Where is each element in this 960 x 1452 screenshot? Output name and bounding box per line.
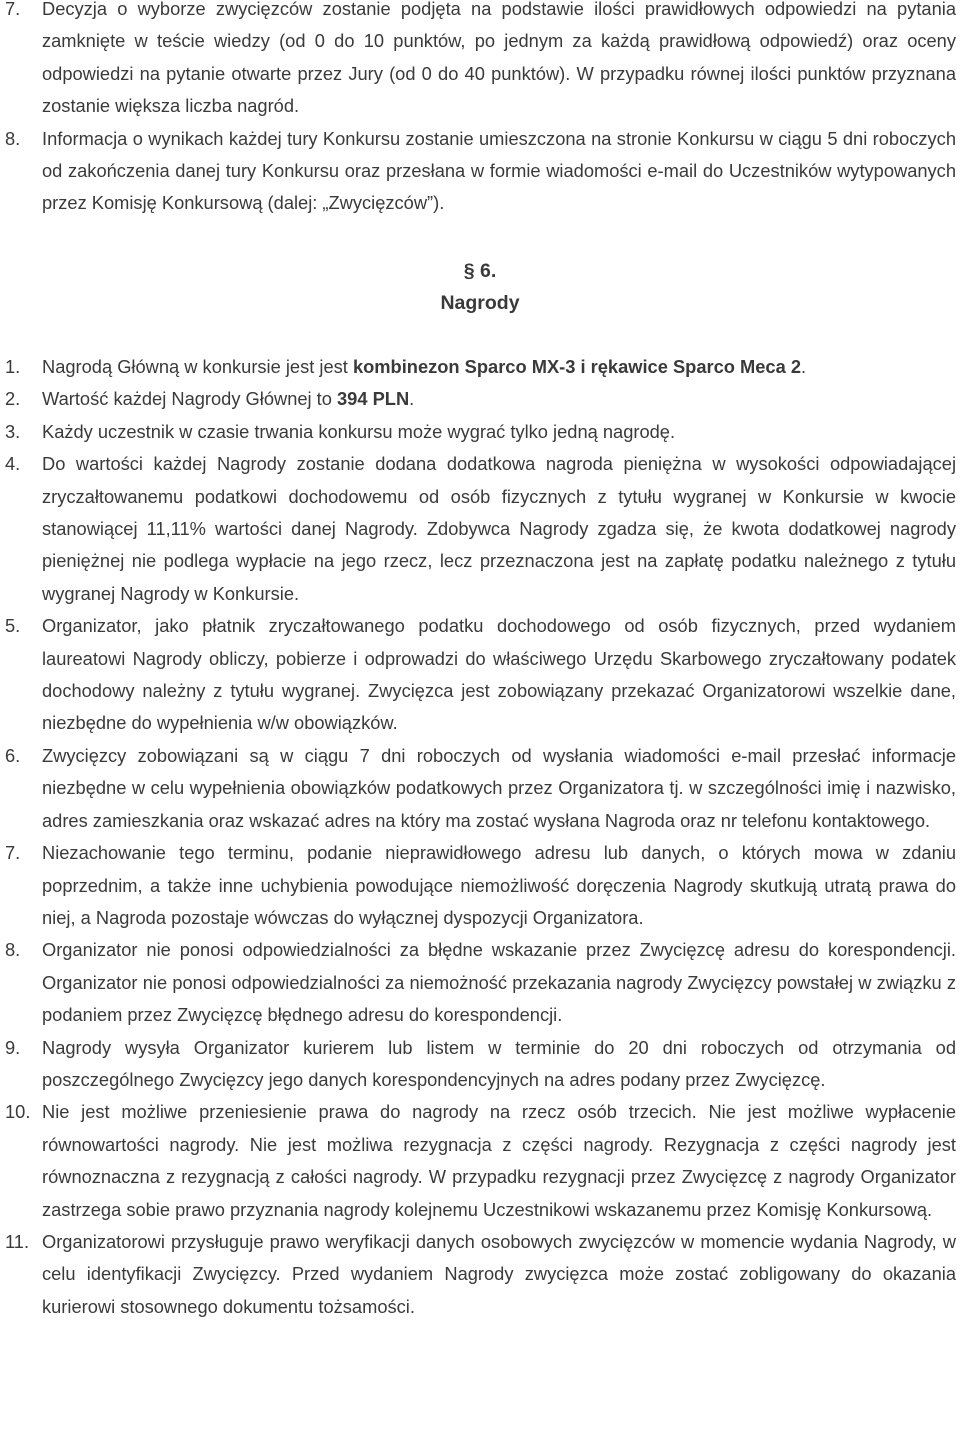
item-text [42, 383, 956, 415]
list-item [0, 0, 960, 123]
item-text: Organizatorowi przysługuje prawo weryfikacji danych osobowych zwycięzców w momencie wydania Nagrody, w celu identyfikacji Zwycięzcy. Przed wydaniem Nagrody zwycięzca może zostać zobligowany do okazania kurierowi stosownego dokumentu tożsamości. [42, 1230, 956, 1317]
item-number: 2. [5, 388, 21, 410]
prize-value: 394 PLN [337, 388, 410, 410]
item-text: Do wartości każdej Nagrody zostanie dodana dodatkowa nagroda pieniężna w wysokości odpowiadającej zryczałtowanemu podatkowi dochodowemu od osób fizycznych z tytułu wygranej w Konkursie w kwocie stanowiącej 11,11% wartości danej Nagrody. Zdobywca Nagrody zgadza się, że kwota dodatkowej nagrody pieniężnej nie podlega wypłacie na jego rzecz, lecz przeznaczona jest na zapłatę podatku należnego z tytułu wygranej Nagrody w Konkursie. [42, 453, 956, 604]
list-item [0, 837, 960, 934]
item-number: 7. [5, 0, 21, 19]
prizes-section-list [0, 351, 960, 1323]
list-item [0, 351, 960, 383]
list-item [0, 1096, 960, 1226]
item-number: 3. [5, 420, 21, 442]
item-number: 1. [5, 356, 21, 377]
item-text: Organizator nie ponosi odpowiedzialności za błędne wskazanie przez Zwycięzcę adresu do korespondencji. Organizator nie ponosi odpowiedzialności za niemożność przekazania nagrody Zwycięzcy powstałej w związku z podaniem przez Zwycięzcę błędnego adresu do korespondencji. [42, 939, 956, 1026]
section-number: § 6. [463, 260, 497, 282]
item-number: 10. [5, 1101, 31, 1123]
list-item [0, 123, 960, 220]
item-text: Niezachowanie tego terminu, podanie nieprawidłowego adresu lub danych, o których mowa w zdaniu poprzednim, a także inne uchybienia powodujące niemożliwość doręczenia Nagrody skutkują utratą prawa do niej, a Nagroda pozostaje wówczas do wyłącznej dyspozycji Organizatora. [42, 842, 956, 928]
item-text: Każdy uczestnik w czasie trwania konkursu może wygrać tylko jedną nagrodę. [42, 420, 676, 442]
previous-section-list [0, 0, 960, 220]
item-number: 8. [5, 939, 21, 961]
item-number: 9. [5, 1036, 21, 1058]
item-text: Nie jest możliwe przeniesienie prawa do nagrody na rzecz osób trzecich. Nie jest możliwe wypłacenie równowartości nagrody. Nie jest możliwa rezygnacja z części nagrody. Rezygnacja z części nagrody jest równoznaczna z rezygnacją z całości nagrody. W przypadku rezygnacji przez Zwycięzcę z nagrody Organizator zastrzega sobie prawo przyznania nagrody kolejnemu Uczestnikowi wskazanemu przez Komisję Konkursową. [42, 1101, 956, 1220]
item-number: 11. [5, 1230, 30, 1252]
item-text-end: . [801, 356, 807, 377]
item-text: Zwycięzcy zobowiązani są w ciągu 7 dni roboczych od wysłania wiadomości e-mail przesłać informacje niezbędne w celu wypełnienia obowiązków podatkowych przez Organizatora tj. w szczególności imię i nazwisko, adres zamieszkania oraz wskazać adres na który ma zostać wysłana Nagroda oraz nr telefonu kontaktowego. [42, 744, 956, 831]
item-number: 8. [5, 127, 21, 149]
item-number: 5. [5, 615, 21, 637]
item-number: 6. [5, 744, 21, 766]
item-number: 4. [5, 453, 21, 475]
list-item [0, 1032, 960, 1097]
list-item [0, 383, 960, 415]
item-text [42, 351, 956, 383]
item-text: Informacja o wynikach każdej tury Konkursu zostanie umieszczona na stronie Konkursu w ciągu 5 dni roboczych od zakończenia danej tury Konkursu oraz przesłana w formie wiadomości e-mail do Uczestników wytypowanych przez Komisję Konkursową (dalej: „Zwycięzców”). [42, 127, 956, 214]
section-title: Nagrody [440, 292, 520, 314]
item-text: Organizator, jako płatnik zryczałtowanego podatku dochodowego od osób fizycznych, przed wydaniem laureatowi Nagrody obliczy, pobierze i odprowadzi do właściwego Urzędu Skarbowego zryczałtowany podatek dochodowy należny z tytułu wygranej. Zwycięzca jest zobowiązany przekazać Organizatorowi wszelkie dane, niezbędne do wypełnienia w/w obowiązków. [42, 615, 956, 734]
list-item [0, 610, 960, 740]
list-item [0, 1226, 960, 1323]
list-item [0, 934, 960, 1031]
list-item [0, 740, 960, 837]
list-item [0, 448, 960, 610]
item-text: Decyzja o wyborze zwycięzców zostanie podjęta na podstawie ilości prawidłowych odpowiedzi na pytania zamknięte w teście wiedzy (od 0 do 10 punktów, po jednym za każdą prawidłową odpowiedź) oraz oceny odpowiedzi na pytanie otwarte przez Jury (od 0 do 40 punktów). W przypadku równej ilości punktów przyznana zostanie większa liczba nagród. [42, 0, 956, 117]
main-prize-name: kombinezon Sparco MX-3 i rękawice Sparco Meca 2 [352, 356, 801, 377]
item-text: Nagrody wysyła Organizator kurierem lub listem w terminie do 20 dni roboczych od otrzymania od poszczególnego Zwycięzcy jego danych korespondencyjnych na adres podany przez Zwycięzcę. [42, 1036, 956, 1090]
item-text-plain: Wartość każdej Nagrody Głównej to [42, 388, 337, 410]
list-item [0, 416, 960, 448]
item-number: 7. [5, 842, 21, 864]
item-text-plain: Nagrodą Główną w konkursie jest jest [42, 356, 353, 377]
item-text-end: . [409, 388, 415, 410]
